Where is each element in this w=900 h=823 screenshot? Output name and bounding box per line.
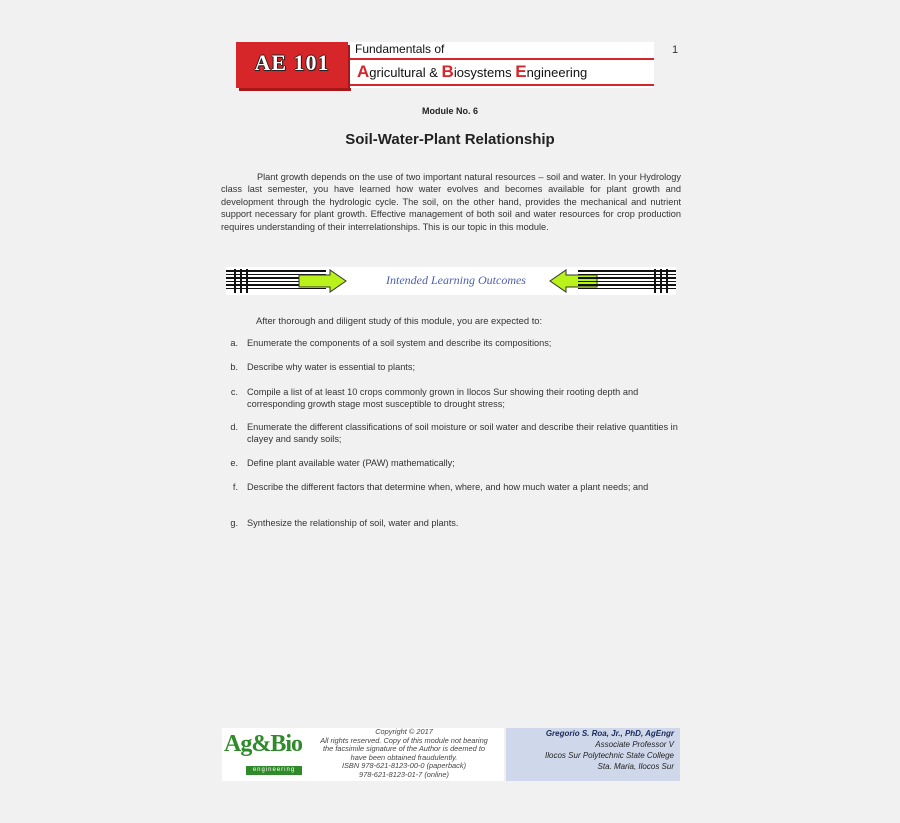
objectives-lead: After thorough and diligent study of this module, you are expected to: — [256, 315, 543, 326]
word-engineering: ngineering — [526, 65, 588, 80]
page-title: Soil-Water-Plant Relationship — [345, 131, 555, 148]
module-label: Module No. 6 — [422, 106, 478, 116]
page-number: 1 — [672, 44, 679, 56]
list-text: Define plant available water (PAW) mathematically; — [247, 458, 455, 468]
author-block — [506, 728, 680, 781]
cap-e: E — [515, 62, 527, 81]
list-marker: a. — [230, 338, 238, 348]
copyright-line: the facsimile signature of the Author is deemed to — [323, 744, 485, 754]
page-footer — [222, 728, 680, 781]
cap-a: A — [357, 62, 370, 81]
word-biosystems: iosystems — [453, 65, 516, 80]
list-text: Enumerate the components of a soil system and describe its compositions; — [247, 338, 552, 348]
author-address: Sta. Maria, Ilocos Sur — [597, 762, 674, 771]
course-title-line1: Fundamentals of — [355, 42, 445, 56]
list-text: Compile a list of at least 10 crops commonly grown in Ilocos Sur showing their rooting depth and corresponding growth stage most susceptible to drought stress; — [247, 387, 639, 410]
copyright-line: ISBN 978-621-8123-00-0 (paperback) — [341, 761, 467, 771]
author-name: Gregorio S. Roa, Jr., PhD, AgEngr — [545, 729, 674, 738]
list-marker: d. — [230, 422, 238, 432]
course-title-line2 — [357, 62, 587, 82]
copyright-notice — [304, 728, 504, 781]
copyright-line: All rights reserved. Copy of this module not bearing — [320, 735, 488, 745]
list-marker: b. — [230, 362, 238, 372]
list-text: Synthesize the relationship of soil, water and plants. — [247, 518, 459, 528]
list-text: Describe the different factors that determine when, where, and how much water a plant needs; and — [247, 482, 649, 492]
title-rule-bottom — [350, 84, 654, 86]
logo-subtext: engineering — [246, 766, 302, 775]
list-text: Enumerate the different classifications of soil moisture or soil water and describe their relative quantities in clayey and sandy soils; — [247, 422, 678, 445]
author-position: Associate Professor V — [595, 740, 674, 749]
agbio-logo — [222, 728, 304, 781]
word-agricultural: gricultural & — [369, 65, 442, 80]
list-marker: f. — [232, 482, 238, 492]
author-institution: Ilocos Sur Polytechnic State College — [545, 751, 674, 760]
intro-paragraph — [221, 171, 681, 233]
course-code: AE 101 — [254, 50, 330, 75]
copyright-line: 978-621-8123-01-7 (online) — [359, 769, 449, 779]
course-badge — [236, 42, 348, 88]
list-marker: e. — [230, 458, 238, 468]
cap-b: B — [441, 62, 454, 81]
copyright-line: have been obtained fraudulently. — [350, 752, 458, 762]
intro-text: Plant growth depends on the use of two important natural resources – soil and water. In your Hydrology class last semester, you have learned how water evolves and becomes available for plant growth and development through the hydrologic cycle. The soil, on the other hand, provides the mechanical and nutrient support necessary for plant growth. Effective management of both soil and water resources for crop production requires understanding of their interrelationships. This is our topic in this module. — [221, 172, 681, 232]
list-marker: g. — [230, 518, 238, 528]
arrow-right-icon — [298, 269, 348, 293]
ilo-banner — [226, 267, 676, 295]
copyright-line: Copyright © 2017 — [375, 727, 433, 736]
list-marker: c. — [230, 387, 238, 397]
title-rule-top — [350, 58, 654, 60]
list-text: Describe why water is essential to plants; — [247, 362, 415, 372]
logo-text: Ag&Bio — [224, 731, 302, 757]
ilo-banner-text: Intended Learning Outcomes — [386, 273, 526, 287]
